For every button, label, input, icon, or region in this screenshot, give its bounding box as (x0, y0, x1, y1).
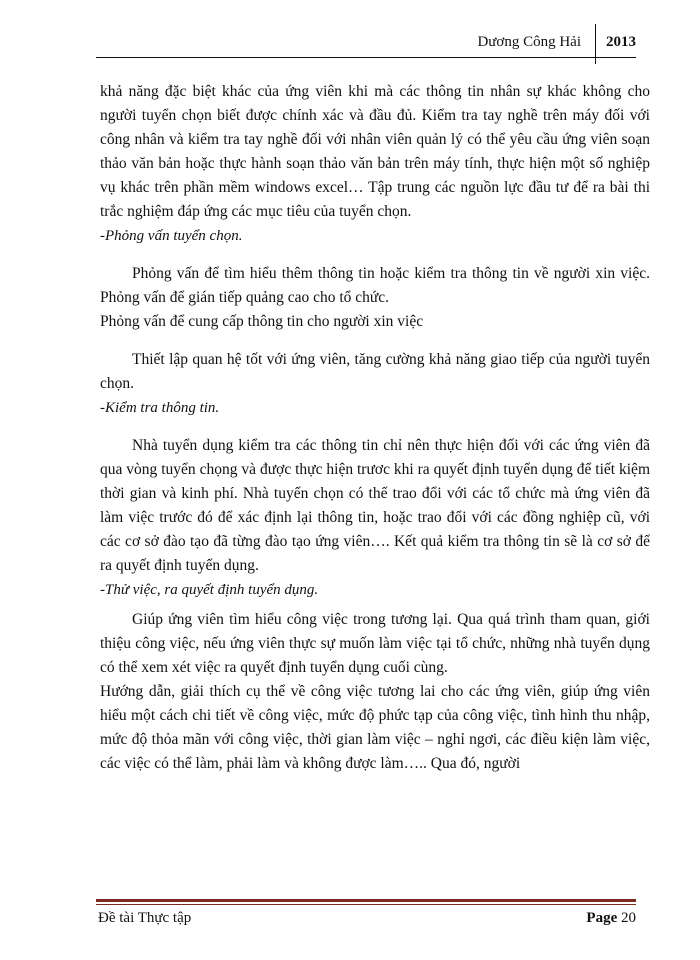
footer-rule-thin (96, 904, 636, 905)
paragraph: Nhà tuyển dụng kiểm tra các thông tin chỉ nên thực hiện đối với các ứng viên đã qua vòng tuyển chọng và được thực hiện trươc khi ra quyết định tuyển dụng để tiết kiệm thời gian và kinh phí. Nhà tuyển chọn có thể trao đổi với các tổ chức mà ứng viên đã làm việc trước đó để xác định lại thông tin, hoặc trao đổi với các đồng nghiệp cũ, với các cơ sở đào tạo đã từng đào tạo ứng viên…. Kết quả kiểm tra thông tin sẽ là cơ sở để ra quyết định tuyển dụng. (100, 437, 650, 574)
section-heading: -Thử việc, ra quyết định tuyển dụng. (100, 582, 319, 598)
paragraph: Phỏng vấn để tìm hiểu thêm thông tin hoặc kiểm tra thông tin về người xin việc. Phỏng vấn để gián tiếp quảng cao cho tổ chức. (100, 265, 650, 306)
header-year: 2013 (606, 33, 636, 50)
footer-page-number (586, 910, 636, 927)
footer-title: Đề tài Thực tập (98, 910, 192, 926)
paragraph: khả năng đặc biệt khác của ứng viên khi mà các thông tin nhân sự khác không cho người tuyển chọn biết được chính xác và đầu đủ. Kiểm tra tay nghề trên máy đối với công nhân và kiểm tra tay nghề đối với nhân viên quản lý có thể yêu cầu ứng viên soạn thảo văn bản hoặc thực hành soạn thảo văn bản trên máy tính, thực hiện một số nghiệp vụ khác trên phần mềm windows excel… Tập trung các nguồn lực đầu tư để ra bài thi trắc nghiệm đáp ứng các mục tiêu của tuyển chọn. (100, 83, 650, 220)
footer-page-label: Page (586, 910, 618, 926)
paragraph: Thiết lập quan hệ tốt với ứng viên, tăng cường khả năng giao tiếp của người tuyển chọn. (100, 351, 650, 392)
footer-rule-thick (96, 899, 636, 902)
paragraph: Phỏng vấn để cung cấp thông tin cho người xin việc (100, 313, 424, 330)
header-author: Dương Công Hải (477, 33, 581, 50)
page-header (477, 28, 636, 56)
paragraph-gap (100, 420, 650, 434)
section-heading: -Kiểm tra thông tin. (100, 400, 220, 416)
document-body (100, 80, 650, 776)
paragraph-gap (100, 248, 650, 262)
paragraph: Giúp ứng viên tìm hiểu công việc trong tương lại. Qua quá trình tham quan, giới thiệu công việc, nếu ứng viên thực sự muốn làm việc tại tổ chức, những nhà tuyển dụng có thể xem xét việc ra quyết định tuyển dụng cuối cùng. (100, 611, 650, 676)
paragraph-gap (100, 334, 650, 348)
paragraph: Hướng dẫn, giải thích cụ thể về công việc tương lai cho các ứng viên, giúp ứng viên hiểu một cách chi tiết về công việc, mức độ phức tạp của công việc, tình hình thu nhập, mức độ thỏa mãn với công việc, thời gian làm việc – nghỉ ngơi, các điều kiện làm việc, các việc có thể làm, phải làm và không được làm….. Qua đó, người (100, 683, 650, 772)
header-rule (96, 57, 636, 58)
footer-page-value: 20 (621, 910, 636, 926)
section-heading: -Phỏng vấn tuyển chọn. (100, 228, 243, 244)
